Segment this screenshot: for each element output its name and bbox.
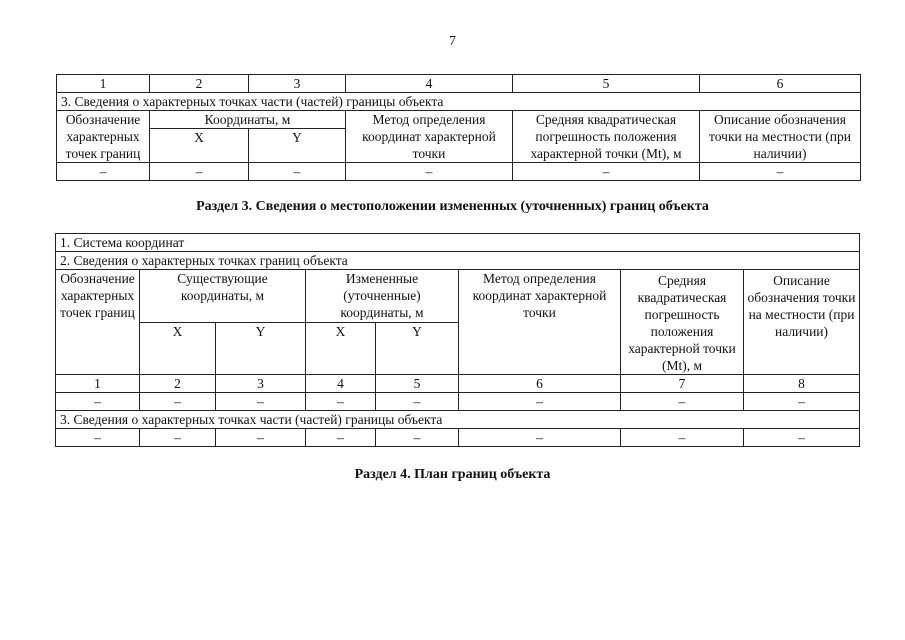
table-part-points bbox=[56, 74, 861, 181]
table-cell: – bbox=[216, 393, 306, 411]
header-coordinates: Координаты, м bbox=[150, 111, 346, 129]
table-row bbox=[56, 393, 860, 411]
header-changed-coords: Измененные (уточненные) координаты, м bbox=[306, 270, 459, 323]
part-title-cell: 3. Сведения о характерных точках части (частей) границы объекта bbox=[56, 411, 860, 429]
table-cell: – bbox=[306, 393, 376, 411]
table-header-row bbox=[57, 111, 861, 129]
table-cell: – bbox=[744, 429, 860, 447]
table-cell: – bbox=[376, 429, 459, 447]
section-title-cell: 3. Сведения о характерных точках части (частей) границы объекта bbox=[57, 93, 861, 111]
table-cell: 2 bbox=[150, 75, 249, 93]
header-y: Y bbox=[249, 129, 346, 163]
header-description: Описание обозначения точки на местности (при наличии) bbox=[700, 111, 861, 163]
coord-system-cell: 1. Система координат bbox=[56, 234, 860, 252]
table-cell: – bbox=[249, 163, 346, 181]
table-cell: 7 bbox=[621, 375, 744, 393]
table-cell: 3 bbox=[249, 75, 346, 93]
table-cell: – bbox=[56, 393, 140, 411]
table-cell: 6 bbox=[700, 75, 861, 93]
table-cell: 4 bbox=[306, 375, 376, 393]
page-number: 7 bbox=[449, 34, 456, 49]
table-cell: – bbox=[621, 393, 744, 411]
table-cell: – bbox=[306, 429, 376, 447]
header-error: Средняя квадратическая погрешность положения характерной точки (Mt), м bbox=[621, 270, 744, 375]
table-cell: 4 bbox=[346, 75, 513, 93]
points-title-cell: 2. Сведения о характерных точках границ объекта bbox=[56, 252, 860, 270]
table-column-numbers-row bbox=[56, 375, 860, 393]
header-y-existing: Y bbox=[216, 323, 306, 375]
header-description: Описание обозначения точки на местности (при наличии) bbox=[744, 270, 860, 375]
table-section-row bbox=[56, 411, 860, 429]
table-cell: – bbox=[700, 163, 861, 181]
section-4-heading: Раздел 4. План границ объекта bbox=[354, 467, 551, 482]
header-method: Метод определения координат характерной точки bbox=[346, 111, 513, 163]
table-cell: – bbox=[140, 393, 216, 411]
table-section-row bbox=[56, 252, 860, 270]
table-cell: – bbox=[513, 163, 700, 181]
table-cell: – bbox=[459, 429, 621, 447]
table-cell: – bbox=[376, 393, 459, 411]
table-cell: 1 bbox=[57, 75, 150, 93]
table-cell: – bbox=[57, 163, 150, 181]
table-cell: 5 bbox=[376, 375, 459, 393]
table-cell: – bbox=[56, 429, 140, 447]
table-cell: – bbox=[140, 429, 216, 447]
table-cell: – bbox=[150, 163, 249, 181]
table-row bbox=[57, 163, 861, 181]
header-x-changed: X bbox=[306, 323, 376, 375]
header-point-designation: Обозначение характерных точек границ bbox=[57, 111, 150, 163]
table-column-numbers-row bbox=[57, 75, 861, 93]
table-section-row bbox=[57, 93, 861, 111]
header-method: Метод определения координат характерной точки bbox=[459, 270, 621, 375]
header-point-designation: Обозначение характерных точек границ bbox=[56, 270, 140, 375]
table-changed-boundaries bbox=[55, 233, 860, 447]
table-cell: – bbox=[459, 393, 621, 411]
header-x: X bbox=[150, 129, 249, 163]
header-y-changed: Y bbox=[376, 323, 459, 375]
table-cell: – bbox=[744, 393, 860, 411]
table-cell: 6 bbox=[459, 375, 621, 393]
table-cell: 3 bbox=[216, 375, 306, 393]
table-section-row bbox=[56, 234, 860, 252]
header-existing-coords: Существующие координаты, м bbox=[140, 270, 306, 323]
table-cell: – bbox=[216, 429, 306, 447]
header-x-existing: X bbox=[140, 323, 216, 375]
section-3-heading: Раздел 3. Сведения о местоположении измененных (уточненных) границ объекта bbox=[196, 199, 709, 214]
table-cell: 5 bbox=[513, 75, 700, 93]
header-error: Средняя квадратическая погрешность положения характерной точки (Mt), м bbox=[513, 111, 700, 163]
table-cell: 2 bbox=[140, 375, 216, 393]
table-row bbox=[56, 429, 860, 447]
table-cell: 1 bbox=[56, 375, 140, 393]
table-cell: 8 bbox=[744, 375, 860, 393]
table-header-row bbox=[56, 270, 860, 323]
table-cell: – bbox=[621, 429, 744, 447]
table-cell: – bbox=[346, 163, 513, 181]
